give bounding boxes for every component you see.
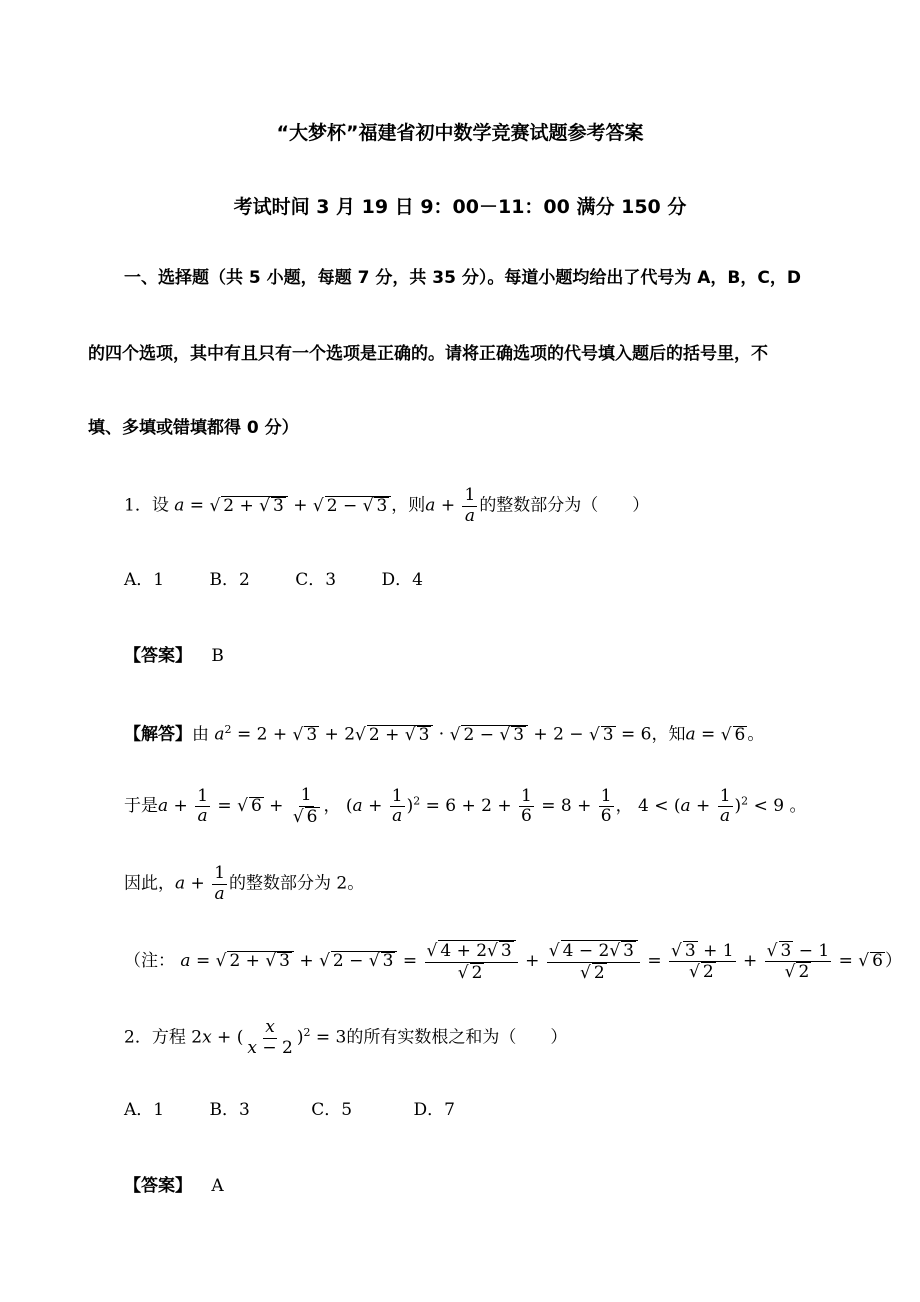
question-1-note: （注： a = √ 2 + √ 3 + √ 2 − √ 3 = √ 4 + 2√ 3 √ 2 + √ 4 − 2√ 3 √ 2 = √ 3 + 1 √ 2 + √ 3 − 1 √ 2 = √ 6 ） [124, 940, 902, 983]
section-intro-line2: 的四个选项，其中有且只有一个选项是正确的。请将正确选项的代号填入题后的括号里，不 [88, 344, 768, 364]
section-intro-line3: 填、多填或错填都得 0 分） [88, 418, 299, 438]
exam-info: 考试时间 3 月 19 日 9：00－11：00 满分 150 分 [233, 196, 687, 218]
question-2-answer: 【答案】 A [124, 1176, 224, 1196]
question-1-solution: 【解答】由 $a^2 = 2$ + √ 3 + 2√ 2 + √ 3 · √ 2 − √ 3 + 2 − √ 3 = 6，知a = √ 6 。 [124, 724, 764, 744]
question-2-options: A．1 B．3 C．5 D．7 [124, 1100, 455, 1120]
question-1-conclusion: 因此，a + $\frac{1}{a}$ 的整数部分为 2。 [124, 863, 365, 904]
question-1-options: A．1 B．2 C．3 D．4 [124, 570, 423, 590]
question-1-answer: 【答案】 B [124, 646, 224, 666]
question-1: 1．设 a = √ 2 + √ 3 + √ 2 − √ 3 ，则a + $\frac{1}{a}$ 的整数部分为（ ） [124, 486, 649, 526]
document-title: “大梦杯”福建省初中数学竞赛试题参考答案 [276, 122, 644, 144]
section-intro-line1: 一、选择题（共 5 小题，每题 7 分，共 35 分）。每道小题均给出了代号为 A，B，C，D [124, 268, 801, 288]
question-2: 2．方程 2x + ( $\frac{x}{x - 2}$ )$^2$ = 3的所有实数根之和为（ ） [124, 1017, 568, 1058]
question-1-solution-step2: 于是a + $\frac{1}{a}$ = √ 6 + 1 √ 6 ， (a + $\frac{1}{a}$ )$^2$ = 6 + 2 + $\frac{1}{6}$ = 8 + $\frac{1}{6}$ ， 4 < (a + $\frac{1}{a}$ )$^2$ < 9 。 [124, 786, 806, 827]
